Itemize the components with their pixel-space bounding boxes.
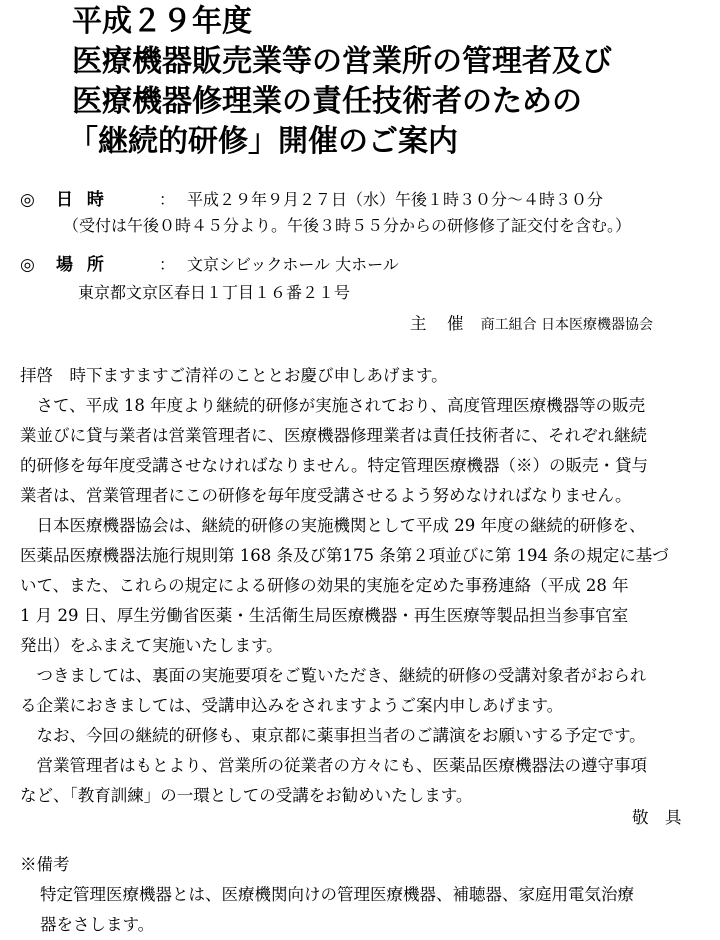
place-row (20, 254, 700, 276)
place-label: 場所 (55, 255, 118, 275)
place-colon: ： (159, 255, 176, 274)
body-line: 発出）をふまえて実施いたします。 (20, 636, 283, 655)
body-line: 日本医療機器協会は、継続的研修の実施機関として平成 29 年度の継続的研修を、 (20, 516, 646, 535)
date-value: 平成２９年９月２７日（水）午後１時３０分～４時３０分 (187, 190, 604, 209)
body-line: 業並びに貸与業者は営業管理者に、医療機器修理業者は責任技術者に、それぞれ継続 (20, 426, 647, 445)
date-row (20, 189, 700, 211)
title-line-3: 医療機器修理業の責任技術者のための (72, 84, 582, 119)
body-line: 医薬品医療機器法施行規則第 168 条及び第175 条第２項並びに第 194 条の規定に基づ (20, 546, 669, 565)
place-address: 東京都文京区春日１丁目１６番２１号 (78, 283, 351, 302)
body-line: つきましては、裏面の実施要項をご覧いただき、継続的研修の受講対象者がおられ (20, 666, 647, 685)
date-label: 日時 (55, 190, 118, 210)
notes-section (20, 850, 700, 940)
bullet-mark: ◎ (20, 255, 35, 275)
bullet-mark: ◎ (20, 190, 35, 210)
organizer (410, 310, 653, 334)
body-line: る企業におきましては、受講申込みをされますようご案内申しあげます。 (20, 696, 564, 715)
body-line: など、「教育訓練」の一環としての受講をお勧めいたします。 (20, 786, 473, 805)
date-note: （受付は午後０時４５分より。午後３時５５分からの研修修了証交付を含む。） (63, 216, 632, 235)
document-title (68, 2, 612, 162)
date-colon: ： (159, 190, 176, 209)
body-line: いて、また、これらの規定による研修の効果的実施を定めた事務連絡（平成 28 年 (20, 576, 629, 595)
letter-body (20, 361, 700, 811)
body-line: 業者は、営業管理者にこの研修を毎年度受講させるよう努めなければなりません。 (20, 486, 632, 505)
body-line: 拝啓 時下ますますご清祥のこととお慶び申しあげます。 (20, 366, 448, 385)
body-line: なお、今回の継続的研修も、東京都に薬事担当者のご講演をお願いする予定です。 (20, 726, 646, 745)
body-line: さて、平成 18 年度より継続的研修が実施されており、高度管理医療機器等の販売 (20, 396, 646, 415)
organizer-value: 商工組合 日本医療機器協会 (480, 317, 654, 333)
title-year: 平成２９年度 (72, 4, 252, 39)
title-line-2: 医療機器販売業等の営業所の管理者及び (72, 44, 612, 79)
notes-line: 器をさします。 (40, 915, 155, 934)
place-value: 文京シビックホール 大ホール (187, 255, 399, 274)
body-line: 営業管理者はもとより、営業所の従業者の方々にも、医薬品医療機器法の遵守事項 (20, 756, 647, 775)
body-line: 1 月 29 日、厚生労働省医薬・生活衛生局医療機器・再生医療等製品担当参事官室 (20, 606, 629, 625)
closing-keigu: 敬 具 (632, 808, 682, 827)
title-line-4: 「継続的研修」開催のご案内 (68, 124, 458, 159)
body-line: 的研修を毎年度受講させなければなりません。特定管理医療機器（※）の販売・貸与 (20, 456, 648, 475)
notes-heading: ※備考 (20, 855, 70, 874)
notes-line: 特定管理医療機器とは、医療機関向けの管理医療機器、補聴器、家庭用電気治療 (40, 885, 634, 904)
organizer-label: 主 催 (410, 314, 466, 333)
